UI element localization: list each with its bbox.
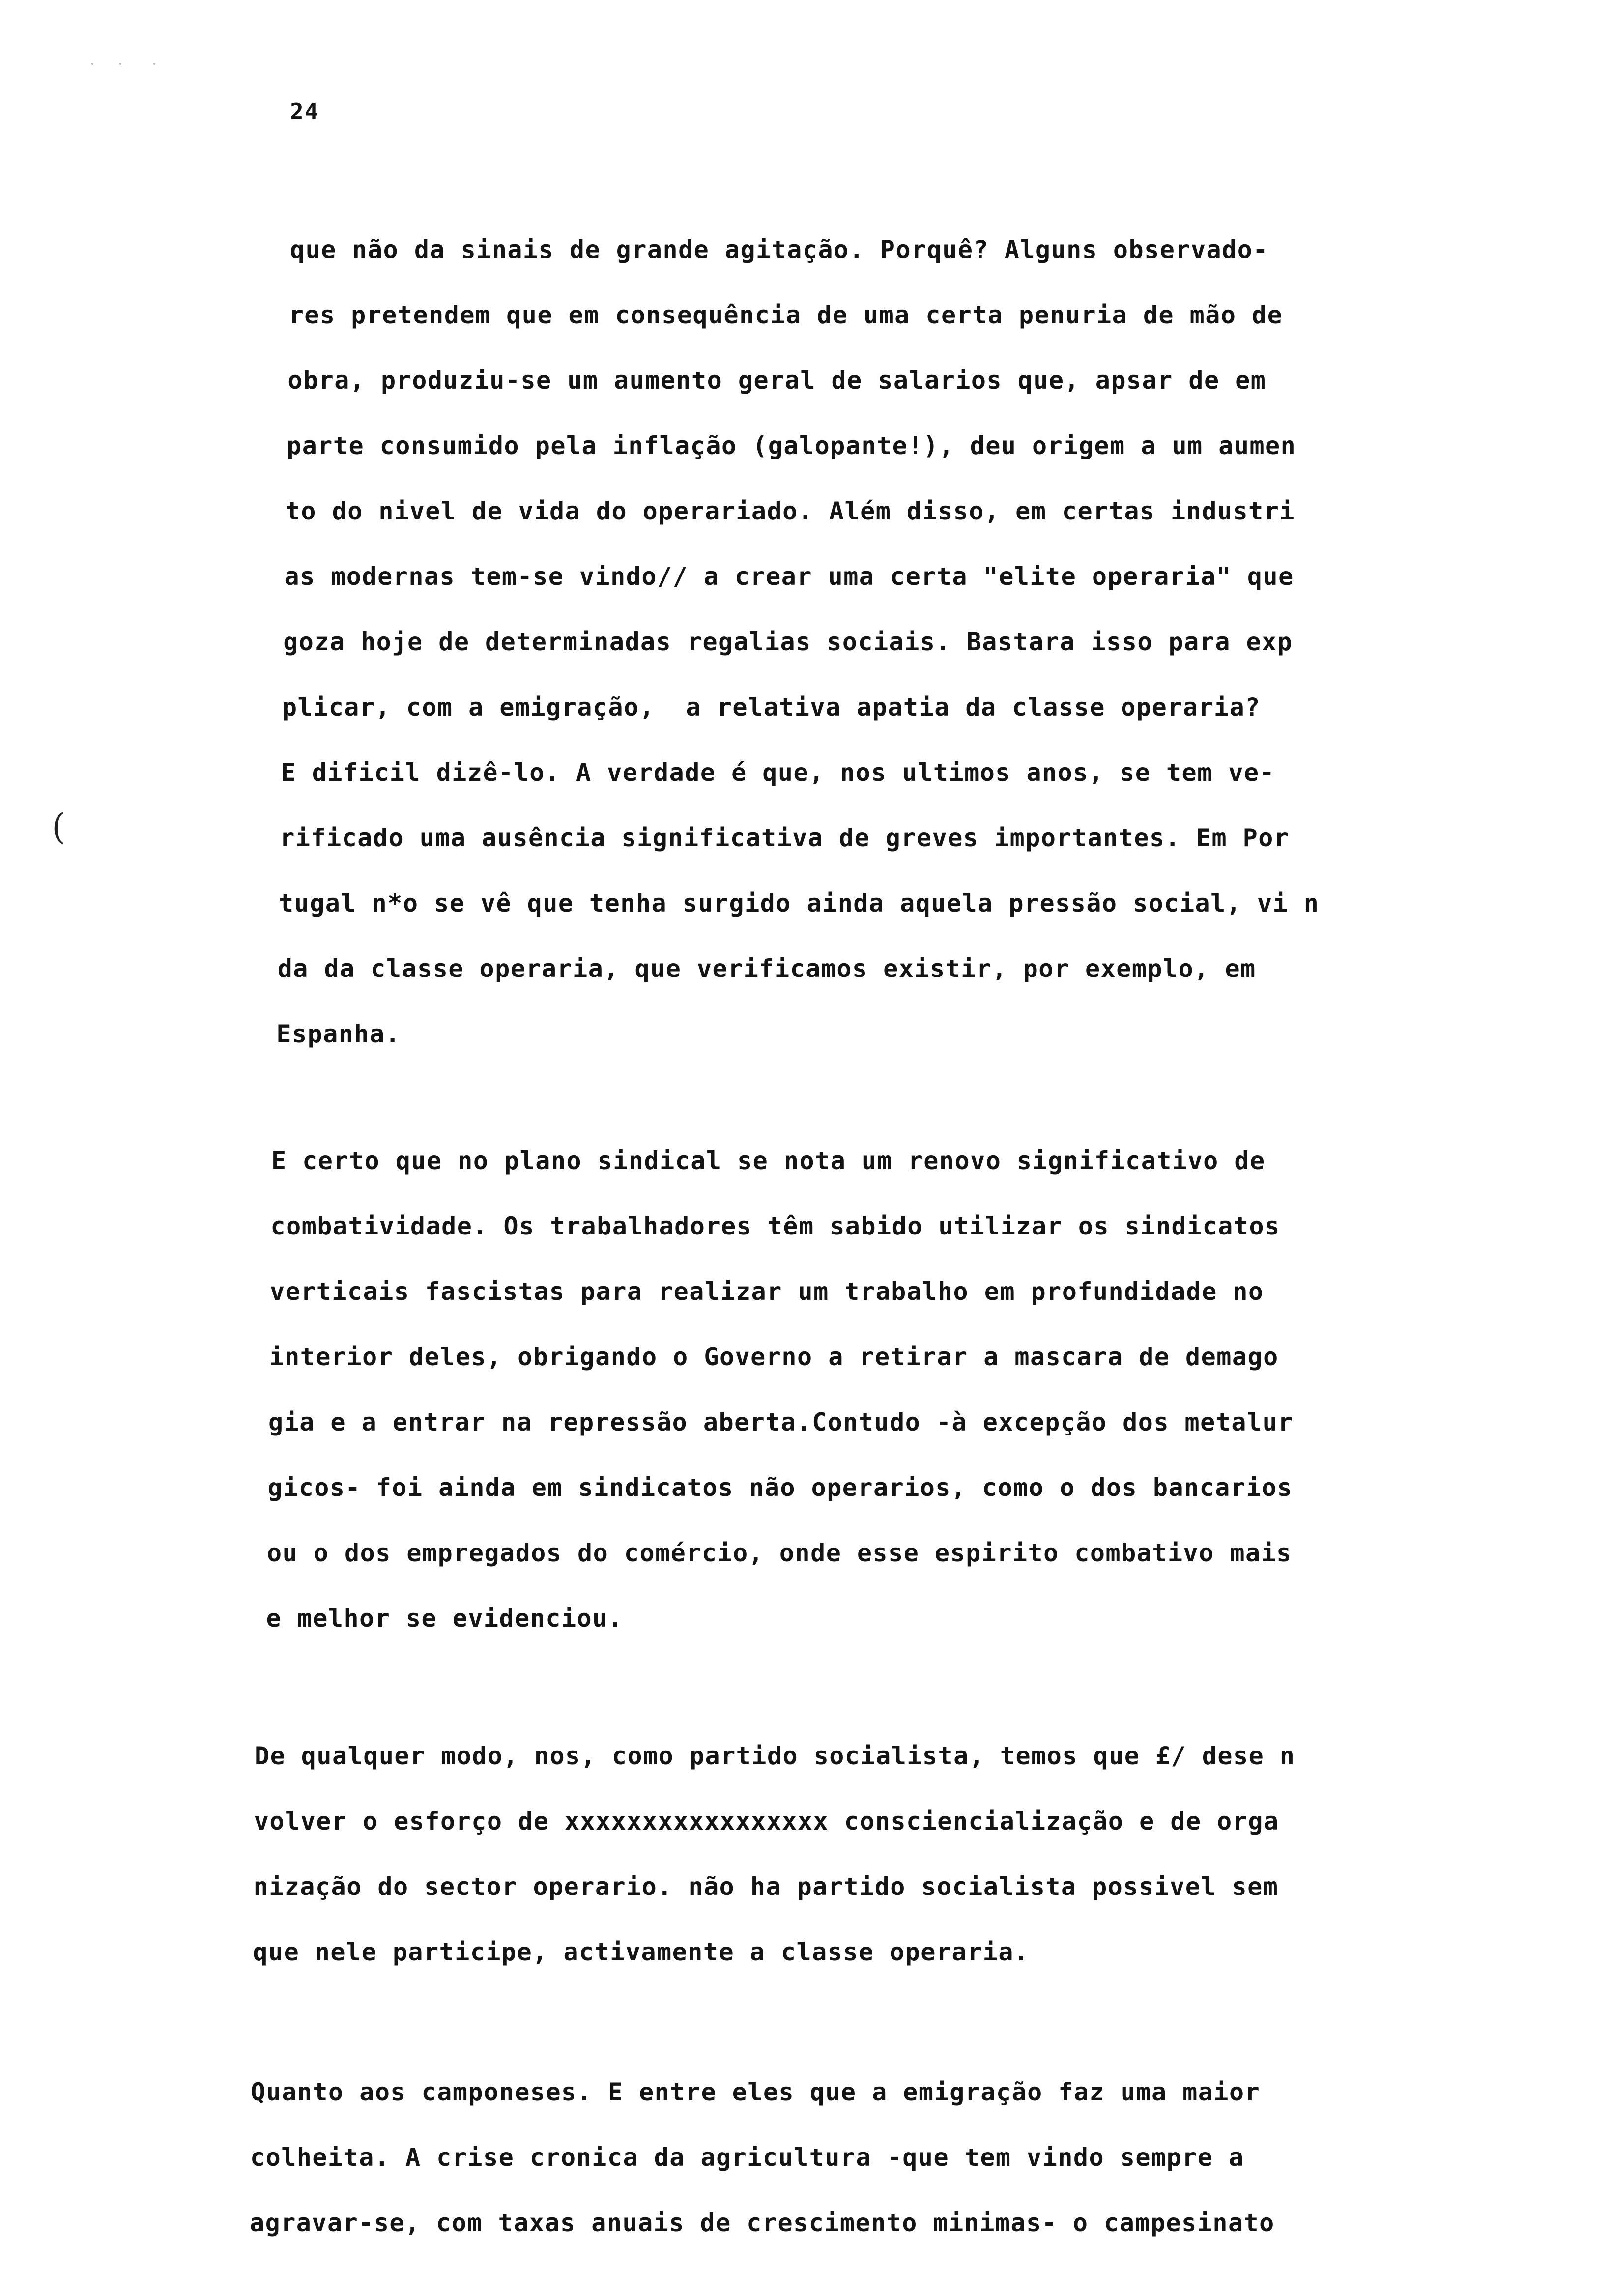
margin-bracket-mark: ( <box>52 806 66 847</box>
text-line: que não da sinais de grande agitação. Porquê? Alguns observado- <box>290 235 1268 264</box>
text-line: combatividade. Os trabalhadores têm sabido utilizar os sindicatos <box>270 1212 1280 1240</box>
text-line: rificado uma ausência significativa de greves importantes. Em Por <box>280 824 1290 852</box>
text-line: to do nivel de vida do operariado. Além disso, em certas industri <box>285 497 1295 525</box>
text-line: E dificil dizê-lo. A verdade é que, nos ultimos anos, se tem ve- <box>281 758 1275 787</box>
text-line: nização do sector operario. não ha partido socialista possivel sem <box>253 1872 1279 1901</box>
text-line: Espanha. <box>276 1020 401 1048</box>
text-line: goza hoje de determinadas regalias sociais. Bastara isso para exp <box>283 628 1293 656</box>
text-line: plicar, com a emigração, a relativa apatia da classe operaria? <box>282 693 1261 721</box>
text-line: Quanto aos camponeses. E entre eles que a emigração faz uma maior <box>251 2078 1261 2106</box>
text-line: ou o dos empregados do comércio, onde esse espirito combativo mais <box>267 1539 1292 1567</box>
text-line: obra, produziu-se um aumento geral de salarios que, apsar de em <box>288 366 1267 395</box>
scan-speck <box>91 63 93 65</box>
text-line: verticais fascistas para realizar um trabalho em profundidade no <box>270 1277 1264 1306</box>
text-line: e melhor se evidenciou. <box>266 1604 624 1633</box>
text-line: De qualquer modo, nos, como partido socialista, temos que £/ dese n <box>255 1742 1295 1770</box>
text-line: as modernas tem-se vindo// a crear uma certa "elite operaria" que <box>284 562 1294 591</box>
text-line: interior deles, obrigando o Governo a retirar a mascara de demago <box>269 1343 1279 1371</box>
text-line: parte consumido pela inflação (galopante!), deu origem a um aumen <box>287 431 1296 460</box>
text-line: que nele participe, activamente a classe operaria. <box>253 1938 1030 1966</box>
text-line: gia e a entrar na repressão aberta.Contudo -à excepção dos metalur <box>268 1408 1294 1436</box>
text-line: colheita. A crise cronica da agricultura -que tem vindo sempre a <box>250 2143 1244 2172</box>
text-line: res pretendem que em consequência de uma certa penuria de mão de <box>288 301 1283 329</box>
text-line: volver o esforço de xxxxxxxxxxxxxxxxx consciencialização e de orga <box>254 1807 1279 1836</box>
scan-speck <box>119 63 121 65</box>
page-number: 24 <box>290 98 319 125</box>
text-line: tugal n*o se vê que tenha surgido ainda aquela pressão social, vi n <box>279 889 1320 918</box>
text-line: agravar-se, com taxas anuais de crescimento minimas- o campesinato <box>250 2209 1275 2237</box>
text-line: E certo que no plano sindical se nota um renovo significativo de <box>271 1147 1266 1175</box>
text-line: da da classe operaria, que verificamos existir, por exemplo, em <box>277 954 1256 983</box>
text-line: gicos- foi ainda em sindicatos não operarios, como o dos bancarios <box>267 1473 1293 1502</box>
scan-speck <box>153 63 155 65</box>
